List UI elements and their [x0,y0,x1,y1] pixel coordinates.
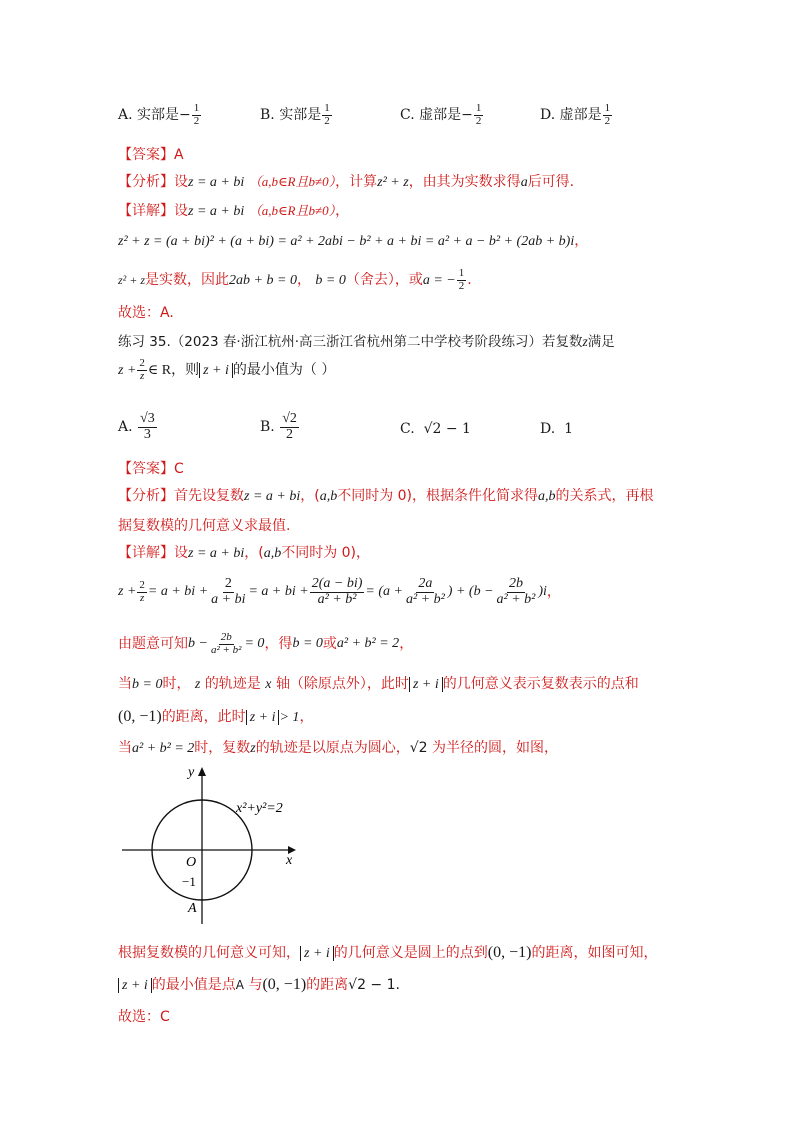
fraction: $\frac{1}{2}$ [324,102,330,127]
q35-equation: z + $\frac{2}{z}$ = a + bi + $\frac{2}{a + bi}$ = a + bi + $\frac{2(a - bi)}{\text{a² + b²}}$ = (a + $\frac{2a}{\text{a² + b²}}$ ) + (b − $\frac{2b}{\text{a² + b²}}$ )i ， [118,575,561,607]
x-axis-label: x [286,853,293,868]
fraction: $\frac{2b}{\text{a² + b²}}$ [210,630,242,656]
q35-line-4: 当a² + b² = 2时，复数z的轨迹是以原点为圆心，√2 为半径的圆，如图， [118,740,559,756]
q34-detail: 【详解】设z = a + bi （a,b∈R且b≠0）， [118,203,350,219]
fraction: $\frac{1}{2}$ [458,267,465,292]
q35-answer: 【答案】C [118,461,184,477]
q35-options [118,412,678,452]
y-axis-label: y [188,765,195,780]
fraction: $\frac{2}{a + bi}$ [211,575,246,607]
q35-line-1: 由题意可知 b − $\frac{2b}{\text{a² + b²}}$ = 0 ，得 b = 0 或 a² + b² = 2 ， [118,630,414,656]
fraction: $\frac{2}{z}$ [139,357,145,382]
point-label: A [188,901,197,916]
q35-analysis-line2: 据复数模的几何意义求最值. [118,518,291,534]
q35-option-b: B. $\frac{√2}{2}$ [260,411,297,442]
q35-option-a: A. $\frac{√3}{3}$ [118,411,155,442]
circle-figure [118,762,308,932]
y-axis-arrow-icon [198,767,206,776]
q35-condition: z + $\frac{2}{z}$ ∈ R，则 z + i 的最小值为（ ） [118,357,336,382]
q34-option-c: C. 虚部是− $\frac{1}{2}$ [400,102,482,127]
q34-answer: 【答案】A [118,147,184,163]
fraction: $\frac{1}{2}$ [475,102,482,127]
fraction: $\frac{1}{2}$ [193,102,200,127]
origin-label: O [186,855,197,870]
fraction: $\frac{2b}{\text{a² + b²}}$ [496,575,536,607]
q34-option-a: A. 实部是− $\frac{1}{2}$ [118,102,200,127]
q35-line-5: 根据复数模的几何意义可知， z + i 的几何意义是圆上的点到(0, −1)的距离，如图可知， [118,944,658,961]
q35-analysis: 【分析】首先设复数z = a + bi，(a,b不同时为 0)，根据条件化简求得a,b的关系式，再根 [118,488,654,504]
q34-equation: z² + z = (a + bi)² + (a + bi) = a² + 2abi − b² + a + bi = a² + a − b² + (2ab + b)i， [118,233,589,249]
q34-options [118,103,678,133]
q35-option-c: C. √2 − 1 [400,421,471,437]
circle-equation: x²+y²=2 [236,801,283,816]
q34-option-b: B. 实部是 $\frac{1}{2}$ [260,102,330,127]
q35-line-2: 当b = 0时， z 的轨迹是 x 轴（除原点外），此时 z + i 的几何意义表示复数表示的点和 [118,676,639,692]
q35-line-3: (0, −1)的距离，此时 z + i > 1， [118,708,314,725]
tick-label: −1 [182,874,196,889]
q35-line-6: z + i 的最小值是点A 与(0, −1)的距离√2 − 1. [118,977,400,993]
q34-line: z² + z是实数，因此2ab + b = 0， b = 0（舍去），或a = − $\frac{1}{2}$ . [118,267,472,292]
fraction: $\frac{√2}{2}$ [282,411,297,442]
q35-option-d: D. 1 [540,421,574,437]
fraction: $\frac{2(a - bi)}{\text{a² + b²}}$ [311,575,363,607]
q34-analysis: 【分析】设z = a + bi （a,b∈R且b≠0），计算z² + z，由其为实数求得a后可得. [118,174,575,190]
q34-conclusion: 故选：A. [118,305,174,321]
q35-detail: 【详解】设z = a + bi，(a,b不同时为 0)， [118,545,371,561]
fraction: $\frac{2}{z}$ [139,578,145,604]
fraction: $\frac{1}{2}$ [604,102,611,127]
q34-option-d: D. 虚部是 $\frac{1}{2}$ [540,102,611,127]
q35-question: 练习 35.（2023 春·浙江杭州·高三浙江省杭州第二中学校考阶段练习）若复数z满足 [118,334,615,350]
q35-conclusion: 故选：C [118,1009,170,1025]
fraction: $\frac{2a}{\text{a² + b²}}$ [405,575,445,607]
fraction: $\frac{√3}{3}$ [140,411,155,442]
